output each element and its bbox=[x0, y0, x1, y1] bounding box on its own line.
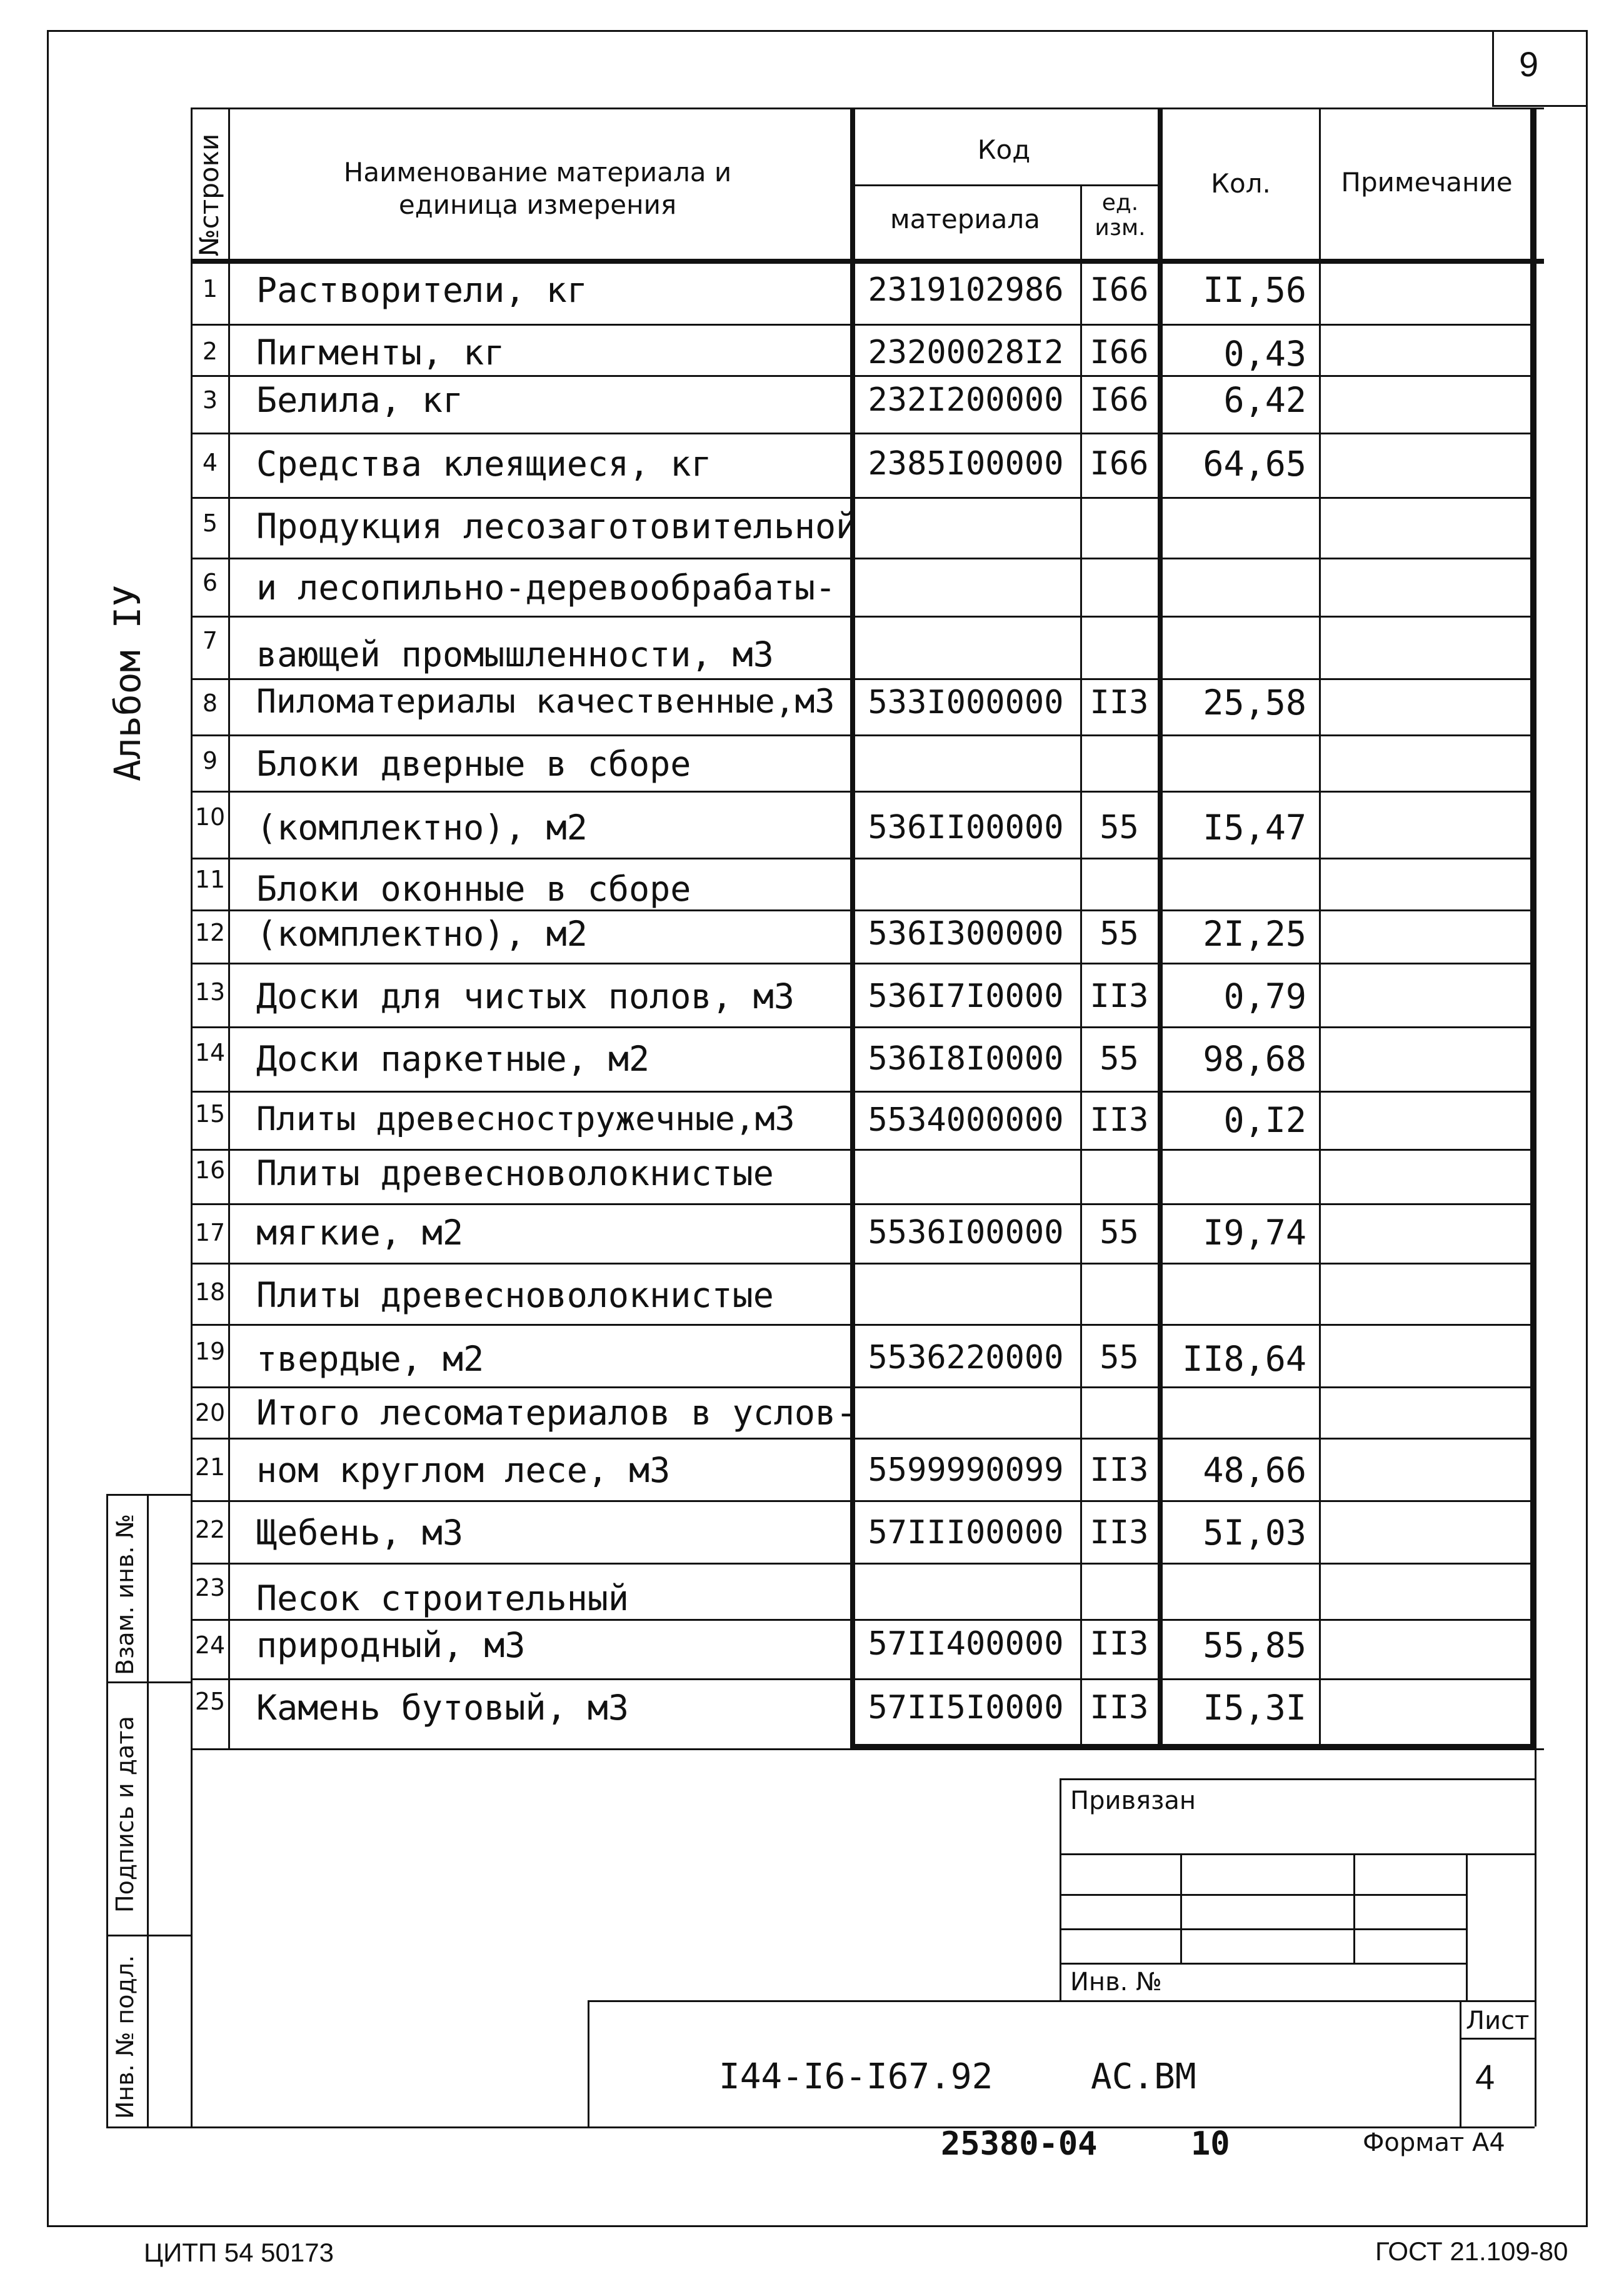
side-stamp-div1 bbox=[106, 1681, 191, 1683]
row-name: Блоки оконные в сборе bbox=[256, 869, 691, 909]
row-unit: II3 bbox=[1090, 684, 1149, 721]
row-number: 25 bbox=[194, 1688, 226, 1715]
header-name: Наименование материала и единица измерения bbox=[343, 157, 732, 220]
row-line bbox=[191, 1026, 1535, 1028]
row-qty: 0,43 bbox=[1223, 334, 1306, 374]
row-name: Доски паркетные, м2 bbox=[256, 1039, 650, 1079]
row-name: вающей промышленности, м3 bbox=[256, 634, 774, 674]
row-unit: 55 bbox=[1100, 1339, 1139, 1376]
row-unit: I66 bbox=[1090, 271, 1149, 309]
row-number: 4 bbox=[202, 449, 218, 476]
privyazan-left bbox=[1060, 1778, 1061, 2000]
row-code: 57II400000 bbox=[868, 1625, 1064, 1663]
standard: ГОСТ 21.109-80 bbox=[1375, 2236, 1568, 2266]
row-name: Камень бутовый, м3 bbox=[256, 1688, 629, 1728]
header-code-unit: ед. изм. bbox=[1095, 190, 1146, 241]
row-qty: II8,64 bbox=[1182, 1339, 1306, 1379]
row-code: 2385I00000 bbox=[868, 445, 1064, 483]
note-col-left-line bbox=[1319, 108, 1321, 1748]
row-qty: 55,85 bbox=[1203, 1625, 1306, 1665]
privyazan-col3 bbox=[1466, 1853, 1468, 2000]
row-line bbox=[191, 433, 1535, 434]
row-line bbox=[191, 963, 1535, 964]
table-top-line bbox=[191, 108, 1544, 109]
side-stamp-div2 bbox=[106, 1935, 191, 1936]
row-number: 19 bbox=[194, 1338, 226, 1365]
row-name: Растворители, кг bbox=[256, 270, 588, 310]
inv-no-label: Инв. № bbox=[1070, 1968, 1162, 1996]
side-stamp-mid-line bbox=[147, 1494, 149, 2126]
row-code: 536I300000 bbox=[868, 915, 1064, 953]
row-number: 20 bbox=[194, 1399, 226, 1426]
row-unit: I66 bbox=[1090, 445, 1149, 483]
row-line bbox=[191, 1500, 1535, 1502]
table-bottom-line bbox=[191, 1748, 1544, 1750]
row-qty: 48,66 bbox=[1203, 1450, 1306, 1490]
header-code-material: материала bbox=[890, 204, 1040, 234]
header-row-no: №строки bbox=[194, 133, 224, 256]
row-line bbox=[191, 1203, 1535, 1205]
code-subheader-line bbox=[850, 184, 1158, 186]
row-number: 16 bbox=[194, 1156, 226, 1184]
row-name: Песок строительный bbox=[256, 1578, 629, 1618]
row-qty: 0,I2 bbox=[1223, 1100, 1306, 1140]
row-line bbox=[191, 558, 1535, 559]
header-note: Примечание bbox=[1341, 167, 1513, 198]
row-qty: 25,58 bbox=[1203, 683, 1306, 723]
row-number: 6 bbox=[202, 569, 218, 596]
row-code: 536I7I0000 bbox=[868, 978, 1064, 1015]
privyazan-col2 bbox=[1353, 1853, 1355, 1963]
privyazan-line3 bbox=[1060, 1928, 1466, 1930]
row-number: 15 bbox=[194, 1100, 226, 1128]
row-number: 3 bbox=[202, 386, 218, 414]
row-number: 21 bbox=[194, 1453, 226, 1481]
row-number: 1 bbox=[202, 275, 218, 303]
row-line bbox=[191, 1386, 1535, 1388]
row-code: 5536I00000 bbox=[868, 1214, 1064, 1251]
row-unit: II3 bbox=[1090, 1689, 1149, 1726]
row-name: Плиты древесноволокнистые bbox=[256, 1275, 774, 1315]
table-header-bottom-line bbox=[191, 259, 1544, 264]
row-line bbox=[191, 1091, 1535, 1093]
row-number: 9 bbox=[202, 747, 218, 774]
row-code: 5536220000 bbox=[868, 1339, 1064, 1376]
row-line bbox=[191, 375, 1535, 377]
row-line bbox=[191, 909, 1535, 911]
row-line bbox=[191, 791, 1535, 793]
row-number: 18 bbox=[194, 1278, 226, 1306]
doc-code: I44-I6-I67.92 bbox=[719, 2056, 993, 2097]
row-number: 24 bbox=[194, 1631, 226, 1659]
row-name: Белила, кг bbox=[256, 380, 464, 420]
row-code: 5599990099 bbox=[868, 1451, 1064, 1489]
row-number: 23 bbox=[194, 1574, 226, 1601]
row-number: 8 bbox=[202, 689, 218, 717]
row-line bbox=[191, 324, 1535, 326]
format-label: Формат А4 bbox=[1363, 2128, 1505, 2157]
row-qty: 64,65 bbox=[1203, 444, 1306, 484]
row-line bbox=[191, 1438, 1535, 1440]
row-qty: 5I,03 bbox=[1203, 1513, 1306, 1553]
row-qty: I5,3I bbox=[1203, 1688, 1306, 1728]
row-unit: II3 bbox=[1090, 1514, 1149, 1551]
side-stamp-outer-line bbox=[106, 1494, 108, 2126]
row-line bbox=[191, 858, 1535, 859]
row-line bbox=[191, 678, 1535, 680]
row-number: 13 bbox=[194, 978, 226, 1006]
row-name: твердые, м2 bbox=[256, 1339, 484, 1379]
row-qty: I9,74 bbox=[1203, 1213, 1306, 1253]
side-stamp-bottom bbox=[106, 2126, 1535, 2128]
row-name: (комплектно), м2 bbox=[256, 914, 588, 954]
row-unit: 55 bbox=[1100, 809, 1139, 846]
row-name: ном круглом лесе, м3 bbox=[256, 1450, 671, 1490]
row-unit: 55 bbox=[1100, 1214, 1139, 1251]
sheet-number: 4 bbox=[1475, 2057, 1495, 2096]
row-code: 232I200000 bbox=[868, 381, 1064, 419]
row-name: и лесопильно-деревообрабаты- bbox=[256, 568, 836, 608]
row-line bbox=[191, 734, 1535, 736]
publisher: ЦИТП 54 50173 bbox=[144, 2238, 334, 2267]
side-stamp-podpis-data: Подпись и дата bbox=[111, 1716, 139, 1913]
row-line bbox=[191, 616, 1535, 618]
row-number: 10 bbox=[194, 803, 226, 831]
row-unit: 55 bbox=[1100, 1040, 1139, 1078]
side-stamp-vzam-inv: Взам. инв. № bbox=[111, 1513, 139, 1675]
header-qty: Кол. bbox=[1211, 168, 1271, 199]
row-number: 7 bbox=[202, 627, 218, 654]
frame-top bbox=[47, 30, 1588, 32]
row-code: 57II5I0000 bbox=[868, 1689, 1064, 1726]
row-qty: 6,42 bbox=[1223, 380, 1306, 420]
row-name: Средства клеящиеся, кг bbox=[256, 444, 712, 484]
row-unit: 55 bbox=[1100, 915, 1139, 953]
row-name: Пигменты, кг bbox=[256, 333, 505, 373]
privyazan-col1 bbox=[1180, 1853, 1182, 1963]
doc-mark: АС.ВМ bbox=[1091, 2056, 1196, 2097]
row-code: 57III00000 bbox=[868, 1514, 1064, 1551]
row-number: 2 bbox=[202, 338, 218, 365]
row-number: 11 bbox=[194, 866, 226, 893]
row-number: 17 bbox=[194, 1219, 226, 1246]
frame-bottom bbox=[47, 2225, 1588, 2227]
frame-right bbox=[1586, 30, 1588, 2225]
header-code: Код bbox=[977, 134, 1031, 165]
row-line bbox=[191, 1678, 1535, 1680]
row-code: 536I8I0000 bbox=[868, 1040, 1064, 1078]
row-unit: I66 bbox=[1090, 381, 1149, 419]
row-name: Пиломатериалы качественные,м3 bbox=[256, 683, 835, 721]
privyazan-top bbox=[1060, 1778, 1535, 1780]
row-code: 5534000000 bbox=[868, 1101, 1064, 1139]
row-name: Плиты древесноволокнистые bbox=[256, 1153, 774, 1193]
row-number: 14 bbox=[194, 1039, 226, 1066]
row-name: Плиты древесностружечные,м3 bbox=[256, 1100, 795, 1138]
row-qty: 98,68 bbox=[1203, 1039, 1306, 1079]
row-name: Продукция лесозаготовительной bbox=[256, 506, 857, 546]
stamp-number: 25380-04 bbox=[941, 2125, 1098, 2163]
row-unit: II3 bbox=[1090, 1625, 1149, 1663]
side-stamp-top bbox=[106, 1494, 191, 1496]
page-number: 9 bbox=[1519, 44, 1539, 84]
row-unit: II3 bbox=[1090, 1101, 1149, 1139]
row-name: Итого лесоматериалов в услов- bbox=[256, 1393, 857, 1433]
side-stamp-inv-podl: Инв. № подл. bbox=[111, 1955, 139, 2119]
row-unit: II3 bbox=[1090, 978, 1149, 1015]
title-block-left bbox=[588, 2000, 589, 2126]
row-qty: I5,47 bbox=[1203, 808, 1306, 848]
row-name: Щебень, м3 bbox=[256, 1513, 464, 1553]
row-code: 533I000000 bbox=[868, 684, 1064, 721]
row-code: 536II00000 bbox=[868, 809, 1064, 846]
stamp-page: 10 bbox=[1191, 2125, 1230, 2163]
row-code: 2319102986 bbox=[868, 271, 1064, 309]
row-name: (комплектно), м2 bbox=[256, 808, 588, 848]
row-qty: II,56 bbox=[1203, 270, 1306, 310]
row-number: 12 bbox=[194, 919, 226, 946]
row-unit: I66 bbox=[1090, 334, 1149, 371]
title-block-top bbox=[588, 2000, 1535, 2002]
row-code: 23200028I2 bbox=[868, 334, 1064, 371]
row-line bbox=[191, 1149, 1535, 1151]
row-qty: 0,79 bbox=[1223, 976, 1306, 1016]
row-number: 5 bbox=[202, 509, 218, 537]
privyazan-line2 bbox=[1060, 1894, 1466, 1896]
sheet-inner-right-line bbox=[1535, 108, 1536, 2126]
row-number: 22 bbox=[194, 1516, 226, 1543]
row-line bbox=[191, 1619, 1535, 1621]
privyazan-label: Привязан bbox=[1070, 1786, 1196, 1815]
row-line bbox=[191, 497, 1535, 499]
sheet-box-left bbox=[1460, 2000, 1461, 2126]
row-name: Доски для чистых полов, м3 bbox=[256, 976, 794, 1016]
row-name: Блоки дверные в сборе bbox=[256, 744, 691, 784]
row-line bbox=[191, 1263, 1535, 1265]
frame-left bbox=[47, 30, 49, 2225]
row-line bbox=[191, 1563, 1535, 1565]
row-line bbox=[191, 1324, 1535, 1326]
page-number-box-bottom bbox=[1492, 105, 1586, 107]
privyazan-line1 bbox=[1060, 1853, 1535, 1855]
row-qty: 2I,25 bbox=[1203, 914, 1306, 954]
row-name: природный, м3 bbox=[256, 1625, 526, 1665]
row-unit: II3 bbox=[1090, 1451, 1149, 1489]
page-number-box-left bbox=[1492, 30, 1494, 105]
row-name: мягкие, м2 bbox=[256, 1213, 464, 1253]
album-label: Альбом IУ bbox=[106, 584, 149, 781]
privyazan-line4 bbox=[1060, 1963, 1466, 1965]
sheet-label: Лист bbox=[1466, 2006, 1530, 2035]
sheet-box-div bbox=[1460, 2038, 1535, 2040]
